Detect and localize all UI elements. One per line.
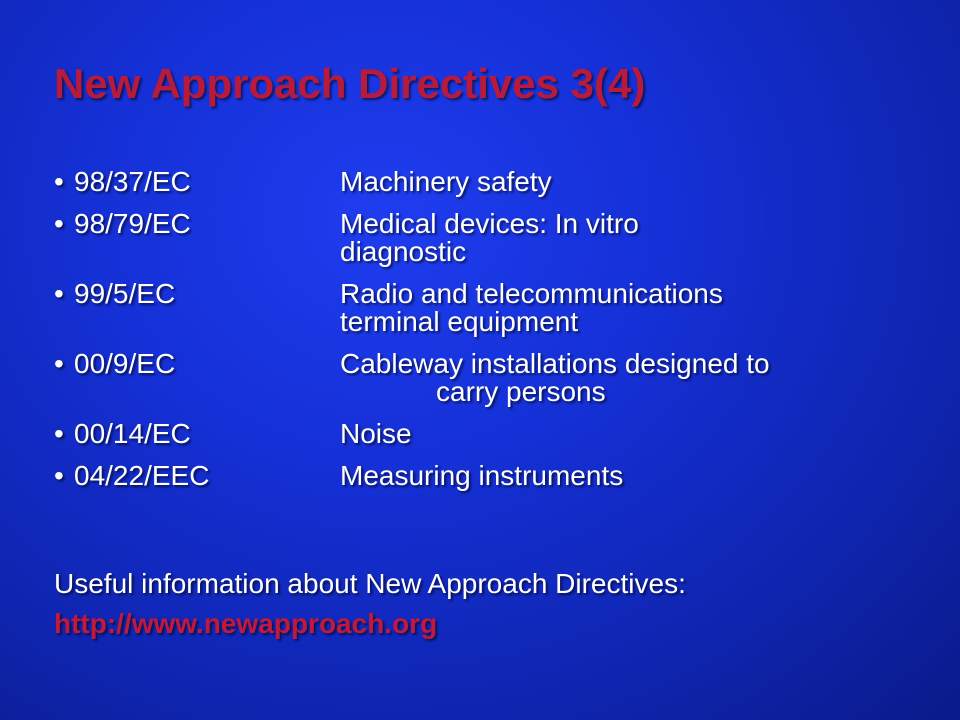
description-line: Radio and telecommunications [340, 278, 723, 309]
bullet-icon: • [54, 418, 64, 449]
directive-description [340, 168, 914, 196]
directive-code: 98/37/EC [74, 166, 191, 197]
bullet-icon: • [54, 460, 64, 491]
bullet-icon: • [54, 166, 64, 197]
description-line: diagnostic [340, 236, 467, 267]
directive-item [54, 462, 914, 490]
directive-item [54, 350, 914, 406]
description-line: carry persons [436, 376, 606, 407]
directive-code: 98/79/EC [74, 208, 191, 239]
info-text: Useful information about New Approach Directives: [54, 568, 686, 599]
directive-code: 99/5/EC [74, 278, 176, 309]
directive-code: 00/9/EC [74, 348, 176, 379]
directive-description [340, 462, 914, 490]
newapproach-link[interactable]: http://www.newapproach.org [54, 608, 438, 639]
directive-item [54, 210, 914, 266]
description-line: Measuring instruments [340, 460, 624, 491]
description-line: Cableway installations designed to [340, 348, 770, 379]
description-line: Medical devices: In vitro [340, 208, 639, 239]
description-line: Noise [340, 418, 412, 449]
directive-code: 04/22/EEC [74, 460, 210, 491]
directive-item [54, 280, 914, 336]
directive-code: 00/14/EC [74, 418, 191, 449]
slide-title: New Approach Directives 3(4) [54, 60, 646, 107]
directive-item [54, 168, 914, 196]
bullet-icon: • [54, 348, 64, 379]
directive-description [340, 280, 914, 336]
directive-item [54, 420, 914, 448]
bullet-icon: • [54, 208, 64, 239]
directive-description [340, 420, 914, 448]
directive-list [54, 168, 914, 504]
description-line: terminal equipment [340, 306, 579, 337]
description-line: Machinery safety [340, 166, 552, 197]
bullet-icon: • [54, 278, 64, 309]
directive-description [340, 350, 914, 406]
directive-description [340, 210, 914, 266]
